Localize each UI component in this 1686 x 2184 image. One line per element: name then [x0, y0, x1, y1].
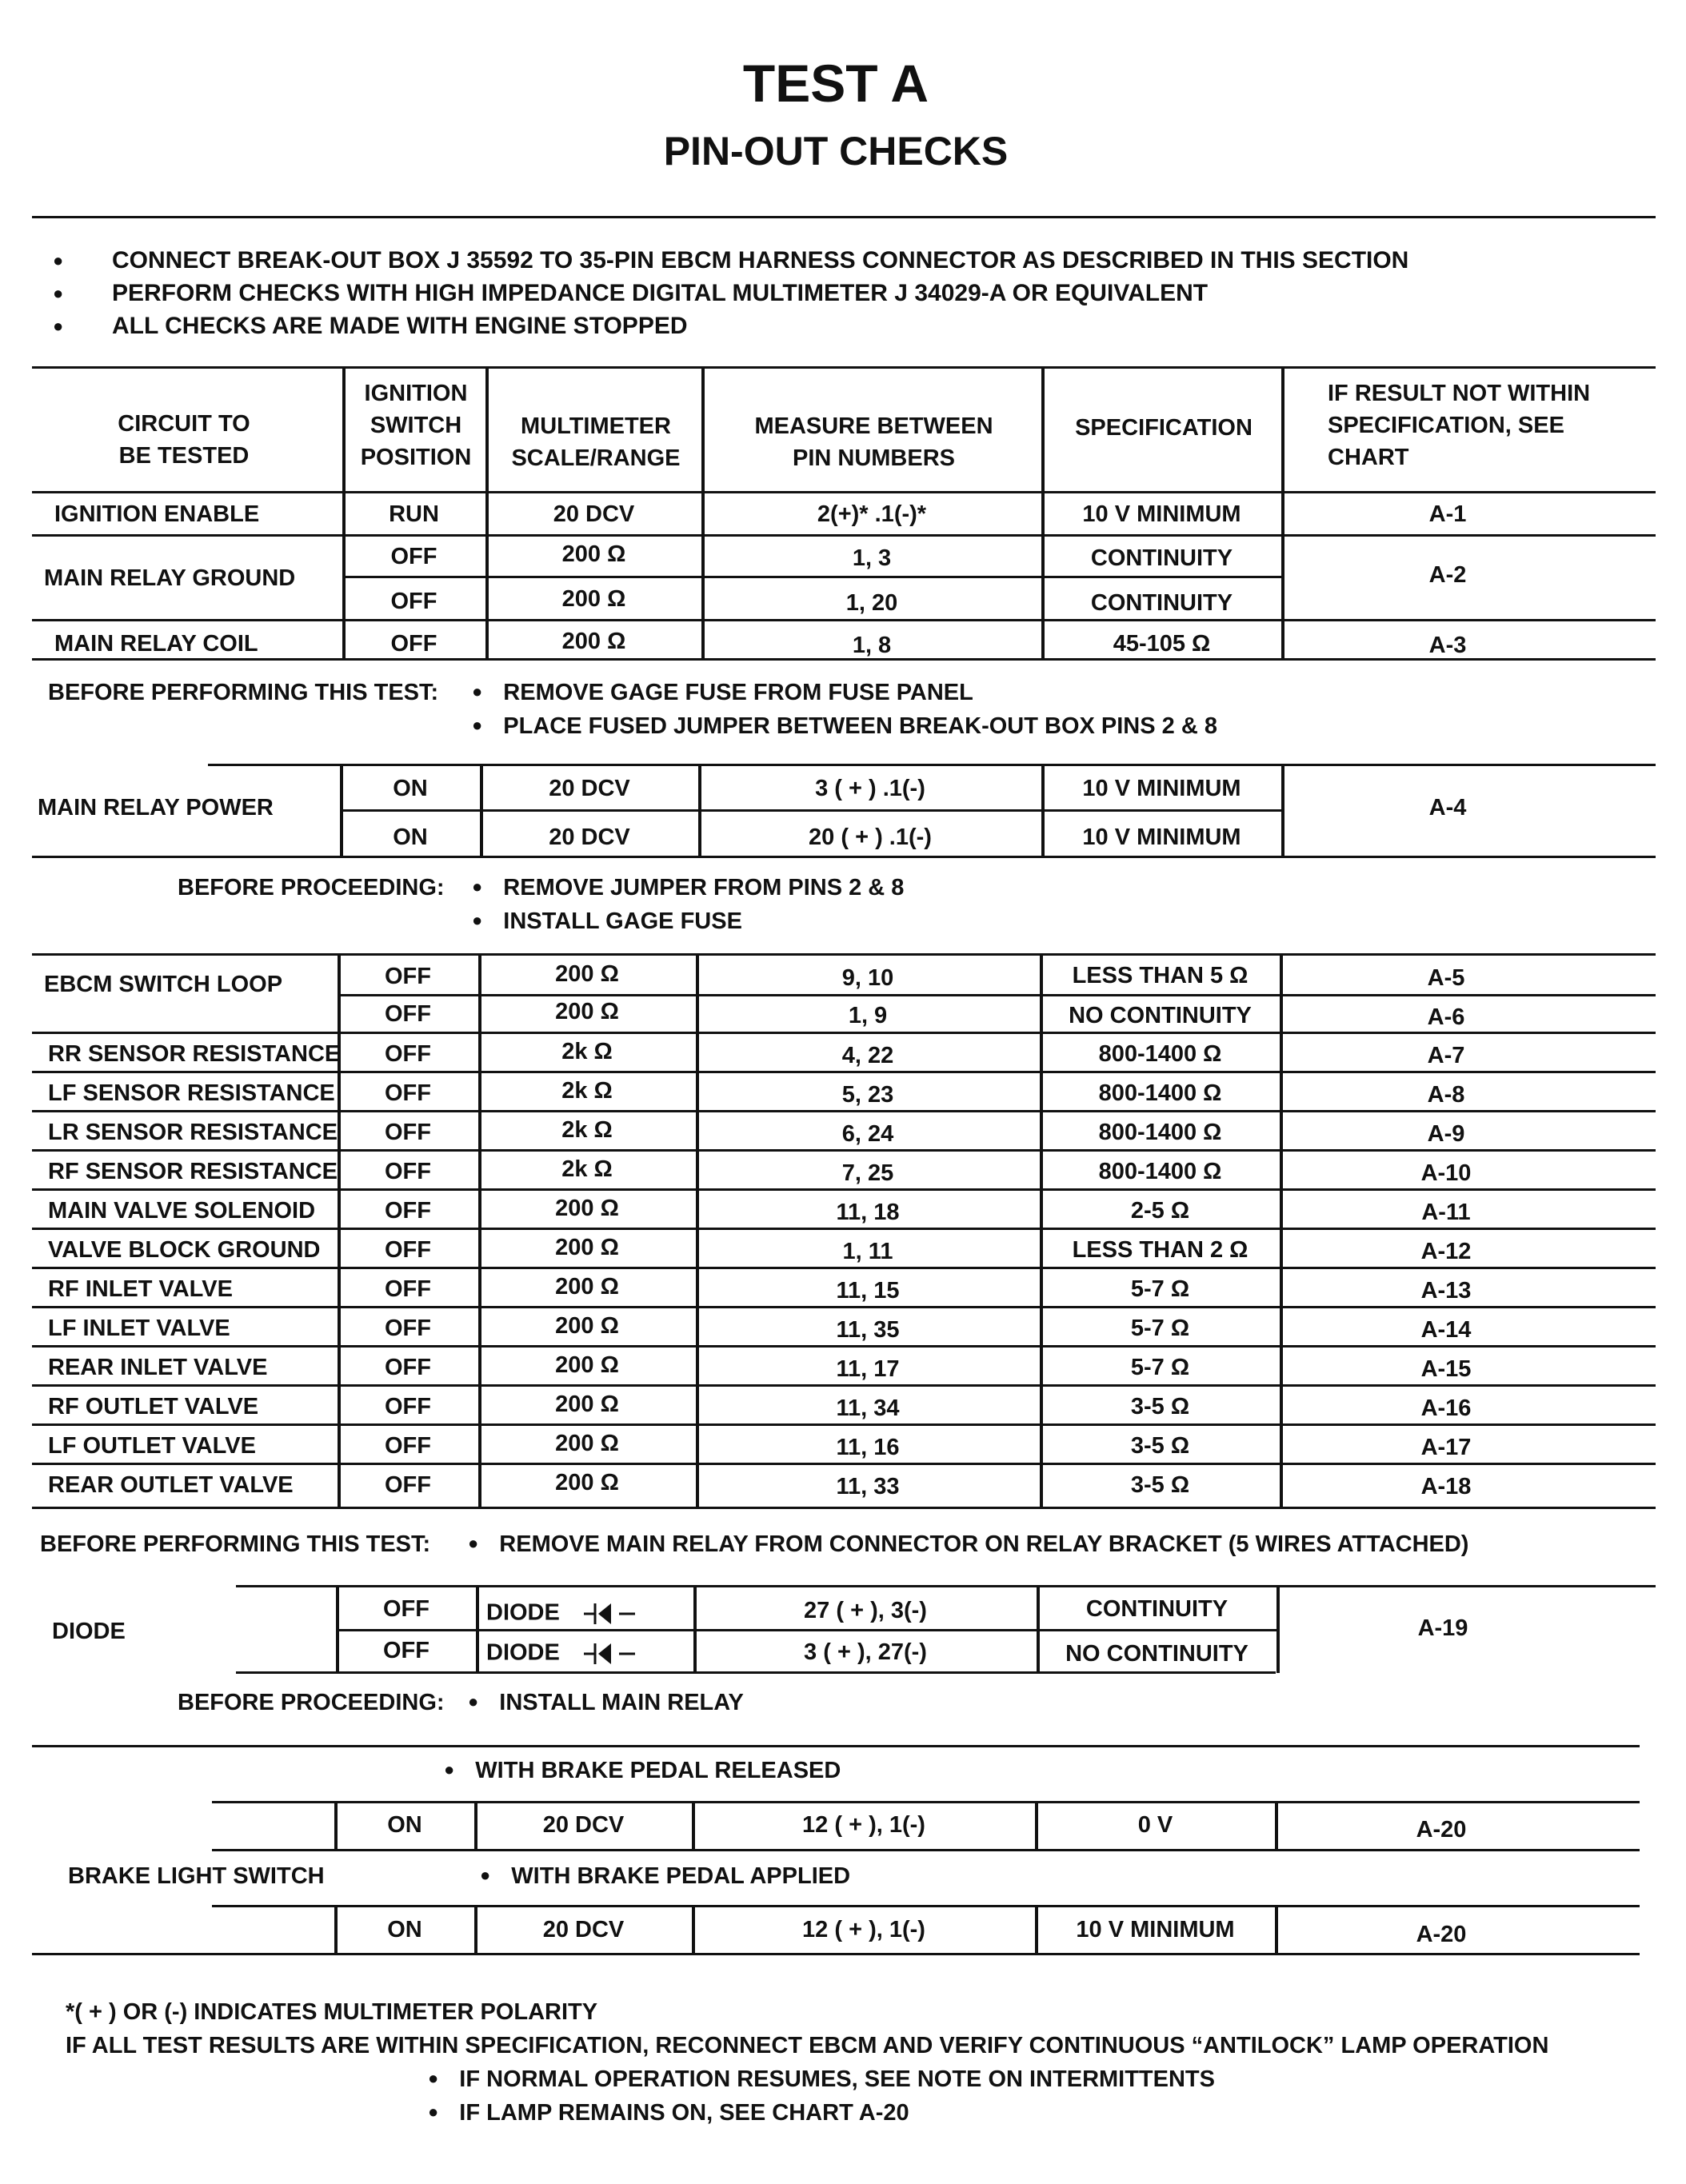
chart-ref: A-18 [1420, 1474, 1472, 1499]
note-item: ● INSTALL GAGE FUSE [472, 908, 742, 934]
ignition-position: OFF [385, 1198, 431, 1224]
pin-numbers: 1, 11 [842, 1239, 893, 1264]
header-circuit: CIRCUIT TO BE TESTED [118, 411, 250, 469]
circuit-label: MAIN RELAY GROUND [44, 565, 296, 591]
scale-range: 200 Ω [555, 1431, 619, 1456]
pin-numbers: 1, 8 [852, 633, 892, 658]
row-rule [32, 534, 1656, 537]
ignition-position: OFF [385, 1080, 431, 1106]
ignition-position: OFF [385, 1355, 431, 1380]
note-label: BEFORE PERFORMING THIS TEST: [40, 1531, 431, 1557]
specification: 3-5 Ω [1130, 1433, 1190, 1459]
chart-ref: A-7 [1427, 1043, 1465, 1068]
specification: 10 V MINIMUM [1082, 501, 1241, 527]
row-rule [236, 1585, 1656, 1587]
pin-numbers: 11, 16 [836, 1435, 900, 1460]
circuit-label: RR SENSOR RESISTANCE [48, 1041, 341, 1067]
pin-numbers: 27 ( + ), 3(-) [804, 1598, 927, 1623]
ignition-position: OFF [385, 1472, 431, 1498]
ignition-position: OFF [385, 1394, 431, 1419]
header-multimeter: MULTIMETER SCALE/RANGE [511, 413, 681, 471]
pin-numbers: 1, 3 [852, 545, 892, 571]
circuit-label: RF INLET VALVE [48, 1276, 233, 1302]
condition-label: ● WITH BRAKE PEDAL APPLIED [480, 1863, 851, 1889]
specification: NO CONTINUITY [1065, 1641, 1249, 1667]
chart-ref: A-5 [1427, 965, 1465, 991]
scale-range: 20 DCV [553, 501, 635, 527]
circuit-label: LF OUTLET VALVE [48, 1433, 256, 1459]
ignition-position: ON [387, 1812, 422, 1838]
row-rule [32, 1953, 1640, 1955]
chart-ref: A-20 [1416, 1817, 1467, 1843]
circuit-label: REAR INLET VALVE [48, 1355, 268, 1380]
instruction-item: ● PERFORM CHECKS WITH HIGH IMPEDANCE DIGITAL MULTIMETER J 34029-A OR EQUIVALENT [48, 277, 1408, 309]
specification: CONTINUITY [1090, 545, 1233, 571]
page-subtitle: PIN-OUT CHECKS [663, 129, 1009, 174]
scale-range: 200 Ω [555, 1274, 619, 1300]
scale-range: 2k Ω [561, 1078, 613, 1104]
ignition-position: OFF [385, 1433, 431, 1459]
circuit-label: VALVE BLOCK GROUND [48, 1237, 321, 1263]
row-rule [338, 994, 1656, 996]
ignition-position: OFF [390, 544, 437, 569]
pin-numbers: 11, 18 [836, 1200, 900, 1225]
pin-numbers: 11, 34 [836, 1395, 900, 1421]
row-rule [32, 1423, 1656, 1426]
chart-ref: A-12 [1420, 1239, 1472, 1264]
scale-range: 200 Ω [555, 961, 619, 987]
circuit-label: LF SENSOR RESISTANCE [48, 1080, 335, 1106]
pin-numbers: 3 ( + ) .1(-) [815, 776, 925, 801]
circuit-label: LF INLET VALVE [48, 1316, 230, 1341]
chart-ref: A-8 [1427, 1082, 1465, 1108]
scale-range: 2k Ω [561, 1117, 613, 1143]
pin-numbers: 2(+)* .1(-)* [817, 501, 927, 527]
specification: 10 V MINIMUM [1082, 776, 1241, 801]
row-rule [32, 1228, 1656, 1230]
circuit-label: MAIN RELAY POWER [38, 795, 274, 820]
row-rule [32, 1384, 1656, 1387]
pin-numbers: 3 ( + ), 27(-) [804, 1639, 927, 1665]
divider [32, 216, 1656, 218]
chart-ref: A-14 [1420, 1317, 1472, 1343]
chart-ref: A-4 [1428, 795, 1467, 820]
ignition-position: OFF [385, 1159, 431, 1184]
ignition-position: OFF [385, 1316, 431, 1341]
instruction-item: ● CONNECT BREAK-OUT BOX J 35592 TO 35-PIN EBCM HARNESS CONNECTOR AS DESCRIBED IN THIS SECTION [48, 244, 1408, 277]
scale-range: 20 DCV [549, 824, 630, 850]
scale-range: 20 DCV [542, 1812, 625, 1838]
row-rule [208, 764, 1656, 766]
ignition-position: ON [393, 824, 428, 850]
pin-numbers: 9, 10 [841, 965, 894, 991]
note-item: ● REMOVE MAIN RELAY FROM CONNECTOR ON RELAY BRACKET (5 WIRES ATTACHED) [468, 1531, 1469, 1557]
chart-ref: A-9 [1427, 1121, 1465, 1147]
instruction-item: ● ALL CHECKS ARE MADE WITH ENGINE STOPPED [48, 309, 1408, 342]
row-rule [32, 1745, 1640, 1747]
chart-ref: A-10 [1420, 1160, 1472, 1186]
header-bottom-rule [32, 491, 1656, 493]
scale-range: 20 DCV [549, 776, 630, 801]
specification: 5-7 Ω [1130, 1355, 1190, 1380]
pin-numbers: 12 ( + ), 1(-) [802, 1812, 925, 1838]
circuit-label: BRAKE LIGHT SWITCH [68, 1863, 325, 1889]
row-rule [32, 619, 1656, 621]
header-spec: SPECIFICATION [1075, 415, 1253, 441]
circuit-label: MAIN VALVE SOLENOID [48, 1198, 316, 1224]
specification: 3-5 Ω [1130, 1472, 1190, 1498]
scale-range: 20 DCV [542, 1917, 625, 1942]
ignition-position: OFF [385, 1276, 431, 1302]
row-rule [32, 1507, 1656, 1509]
row-rule [32, 1071, 1656, 1073]
pin-numbers: 11, 17 [836, 1356, 900, 1382]
ignition-position: OFF [390, 589, 437, 614]
instructions-list [48, 244, 1408, 342]
specification: 0 V [1137, 1812, 1173, 1838]
specification: 2-5 Ω [1130, 1198, 1190, 1224]
specification: 45-105 Ω [1113, 631, 1211, 657]
final-instruction: IF ALL TEST RESULTS ARE WITHIN SPECIFICATION, RECONNECT EBCM AND VERIFY CONTINUOUS “ANTILOCK” LAMP OPERATION [66, 2033, 1549, 2058]
row-rule [336, 1629, 1278, 1631]
chart-ref: A-20 [1416, 1922, 1467, 1947]
header-chart: IF RESULT NOT WITHIN SPECIFICATION, SEE CHART [1328, 381, 1591, 470]
footer-item: ● IF LAMP REMAINS ON, SEE CHART A-20 [428, 2100, 909, 2126]
row-rule [340, 809, 1283, 812]
chart-ref: A-15 [1420, 1356, 1472, 1382]
chart-ref: A-11 [1421, 1200, 1471, 1225]
header-measure: MEASURE BETWEEN PIN NUMBERS [754, 413, 993, 471]
footer-item: ● IF NORMAL OPERATION RESUMES, SEE NOTE ON INTERMITTENTS [428, 2066, 1215, 2092]
row-rule [32, 1267, 1656, 1269]
circuit-label: REAR OUTLET VALVE [48, 1472, 294, 1498]
row-rule [32, 1345, 1656, 1348]
scale-range: 200 Ω [555, 1391, 619, 1417]
specification: 10 V MINIMUM [1082, 824, 1241, 850]
chart-ref: A-1 [1428, 501, 1467, 527]
scale-range: 200 Ω [555, 1196, 619, 1221]
row-rule [32, 1463, 1656, 1465]
note-item: ● PLACE FUSED JUMPER BETWEEN BREAK-OUT BOX PINS 2 & 8 [472, 713, 1217, 739]
row-rule [32, 856, 1656, 858]
ignition-position: OFF [383, 1638, 429, 1663]
chart-ref: A-3 [1428, 633, 1467, 658]
header-ignition: IGNITION SWITCH POSITION [360, 381, 472, 470]
page-title: TEST A [742, 54, 929, 113]
ignition-position: OFF [385, 1237, 431, 1263]
pin-numbers: 12 ( + ), 1(-) [802, 1917, 925, 1942]
scale-range: 200 Ω [561, 629, 626, 654]
pin-numbers: 11, 35 [836, 1317, 900, 1343]
row-rule [32, 1110, 1656, 1112]
note-item: ● INSTALL MAIN RELAY [468, 1690, 744, 1715]
specification: 800-1400 Ω [1098, 1159, 1222, 1184]
scale-range: 200 Ω [555, 1235, 619, 1260]
row-rule [32, 1188, 1656, 1191]
scale-range: 200 Ω [561, 541, 626, 567]
pin-numbers: 1, 20 [845, 590, 898, 616]
diode-icon [581, 1599, 638, 1628]
circuit-label: EBCM SWITCH LOOP [44, 972, 283, 997]
row-rule [32, 1032, 1656, 1034]
chart-ref: A-16 [1420, 1395, 1472, 1421]
specification: 10 V MINIMUM [1076, 1917, 1235, 1942]
note-item: ● REMOVE GAGE FUSE FROM FUSE PANEL [472, 680, 973, 705]
circuit-label: IGNITION ENABLE [54, 501, 260, 527]
footnote: *( + ) OR (-) INDICATES MULTIMETER POLARITY [66, 1999, 598, 2025]
chart-ref: A-19 [1417, 1615, 1468, 1641]
chart-ref: A-17 [1420, 1435, 1472, 1460]
circuit-label: LR SENSOR RESISTANCE [48, 1120, 338, 1145]
circuit-label: RF OUTLET VALVE [48, 1394, 259, 1419]
pin-numbers: 4, 22 [841, 1043, 894, 1068]
row-rule [32, 1306, 1656, 1308]
specification: 800-1400 Ω [1098, 1120, 1222, 1145]
note-label: BEFORE PROCEEDING: [178, 875, 445, 900]
pin-numbers: 6, 24 [841, 1121, 894, 1147]
ignition-position: OFF [385, 964, 431, 989]
ignition-position: OFF [383, 1596, 429, 1622]
specification: 800-1400 Ω [1098, 1041, 1222, 1067]
ignition-position: OFF [385, 1041, 431, 1067]
pin-numbers: 1, 9 [848, 1003, 888, 1028]
scale-range: DIODE [486, 1599, 638, 1628]
specification: LESS THAN 5 Ω [1072, 963, 1249, 988]
condition-label: ● WITH BRAKE PEDAL RELEASED [444, 1758, 841, 1783]
ignition-position: OFF [390, 631, 437, 657]
scale-range: 200 Ω [561, 586, 626, 612]
row-rule [32, 953, 1656, 956]
scale-range: 200 Ω [555, 1352, 619, 1378]
pin-numbers: 11, 33 [836, 1474, 900, 1499]
specification: 800-1400 Ω [1098, 1080, 1222, 1106]
specification: 3-5 Ω [1130, 1394, 1190, 1419]
diode-icon [581, 1639, 638, 1668]
ignition-position: OFF [385, 1120, 431, 1145]
row-rule [212, 1849, 1640, 1851]
specification: LESS THAN 2 Ω [1072, 1237, 1249, 1263]
chart-ref: A-6 [1427, 1004, 1465, 1030]
scale-range: 200 Ω [555, 1313, 619, 1339]
chart-ref: A-2 [1428, 562, 1467, 588]
ignition-position: ON [387, 1917, 422, 1942]
scale-range: 200 Ω [555, 1470, 619, 1495]
note-label: BEFORE PERFORMING THIS TEST: [48, 680, 439, 705]
scale-range: 2k Ω [561, 1039, 613, 1064]
row-rule [342, 576, 1283, 578]
row-rule [32, 1149, 1656, 1152]
row-rule [32, 658, 1656, 661]
ignition-position: RUN [389, 501, 439, 527]
circuit-label: MAIN RELAY COIL [54, 631, 258, 657]
ignition-position: OFF [385, 1001, 431, 1027]
note-label: BEFORE PROCEEDING: [178, 1690, 445, 1715]
chart-ref: A-13 [1420, 1278, 1472, 1304]
specification: CONTINUITY [1085, 1596, 1229, 1622]
specification: 5-7 Ω [1130, 1316, 1190, 1341]
pin-numbers: 11, 15 [836, 1278, 900, 1304]
ignition-position: ON [393, 776, 428, 801]
row-rule [212, 1801, 1640, 1803]
pin-numbers: 20 ( + ) .1(-) [809, 824, 932, 850]
pin-numbers: 7, 25 [841, 1160, 894, 1186]
pin-numbers: 5, 23 [841, 1082, 894, 1108]
row-rule [236, 1671, 1276, 1674]
table-top-rule [32, 366, 1656, 369]
specification: CONTINUITY [1090, 590, 1233, 616]
scale-range: 200 Ω [555, 999, 619, 1024]
circuit-label: DIODE [52, 1619, 126, 1644]
scale-range: 2k Ω [561, 1156, 613, 1182]
specification: NO CONTINUITY [1069, 1003, 1252, 1028]
specification: 5-7 Ω [1130, 1276, 1190, 1302]
note-item: ● REMOVE JUMPER FROM PINS 2 & 8 [472, 875, 905, 900]
row-rule [212, 1905, 1640, 1907]
circuit-label: RF SENSOR RESISTANCE [48, 1159, 338, 1184]
scale-range: DIODE [486, 1639, 638, 1668]
